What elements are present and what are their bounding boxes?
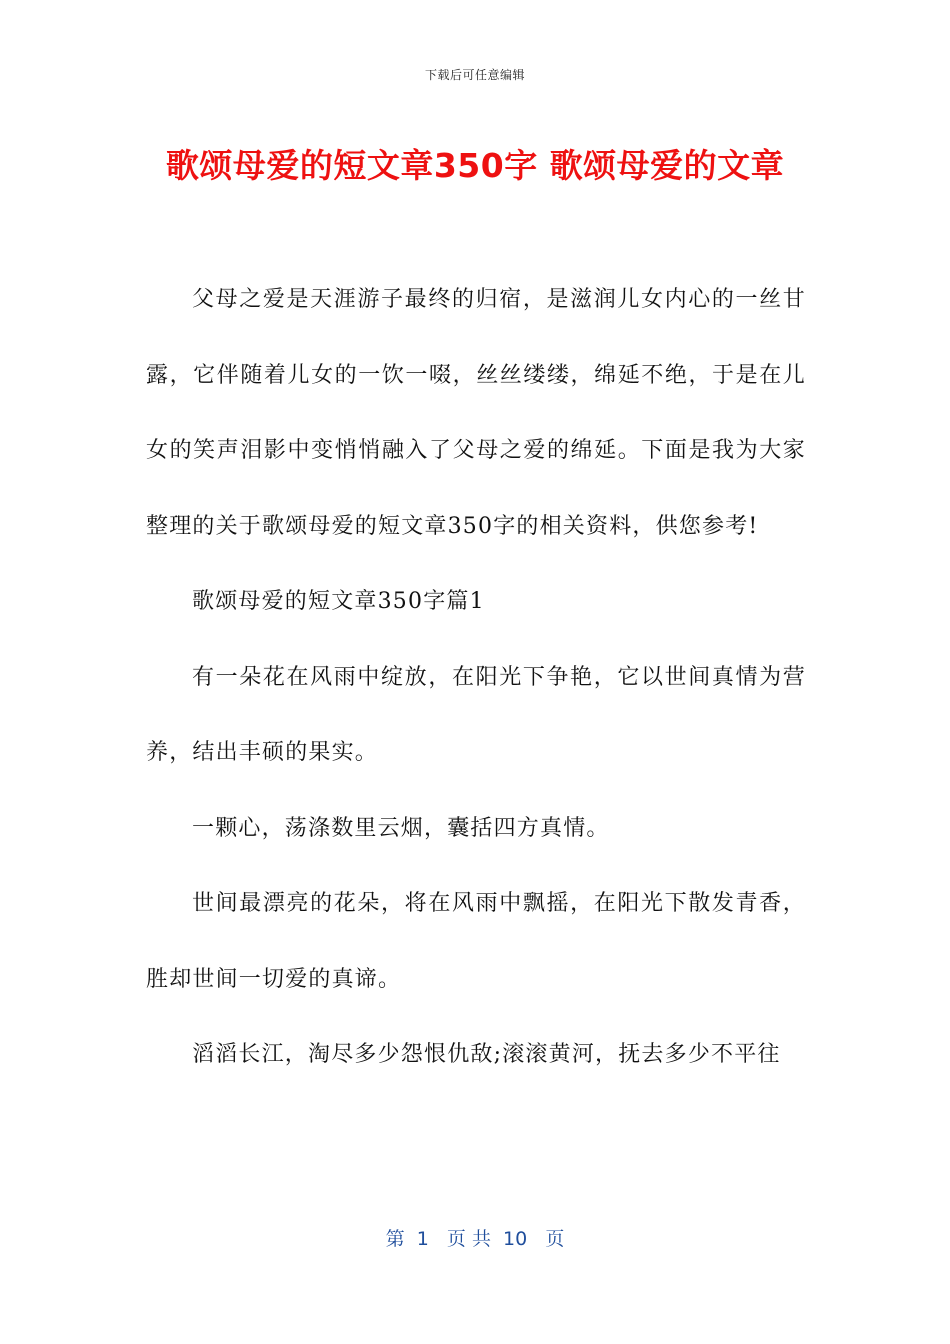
paragraph: 一颗心，荡涤数里云烟，囊括四方真情。 bbox=[192, 815, 610, 841]
document-body bbox=[146, 262, 806, 1093]
section-heading: 歌颂母爱的短文章350字篇1 bbox=[192, 589, 485, 614]
page-footer: 第 1 页 共 10 页 bbox=[385, 1228, 565, 1250]
paragraph: 有一朵花在风雨中绽放，在阳光下争艳，它以世间真情为营养，结出丰硕的果实。 bbox=[146, 664, 806, 765]
paragraph: 父母之爱是天涯游子最终的归宿，是滋润儿女内心的一丝甘露，它伴随着儿女的一饮一啜，丝丝缕缕，绵延不绝，于是在儿女的笑声泪影中变悄悄融入了父母之爱的绵延。下面是我为大家整理的关于歌颂母爱的短文章350字的相关资料，供您参考! bbox=[146, 287, 806, 539]
paragraph: 世间最漂亮的花朵，将在风雨中飘摇，在阳光下散发青香，胜却世间一切爱的真谛。 bbox=[146, 891, 806, 992]
header-note: 下载后可任意编辑 bbox=[424, 68, 525, 82]
paragraph: 滔滔长江，淘尽多少怨恨仇敌;滚滚黄河，抚去多少不平往 bbox=[192, 1042, 781, 1067]
document-title: 歌颂母爱的短文章350字 歌颂母爱的文章 bbox=[165, 146, 785, 185]
